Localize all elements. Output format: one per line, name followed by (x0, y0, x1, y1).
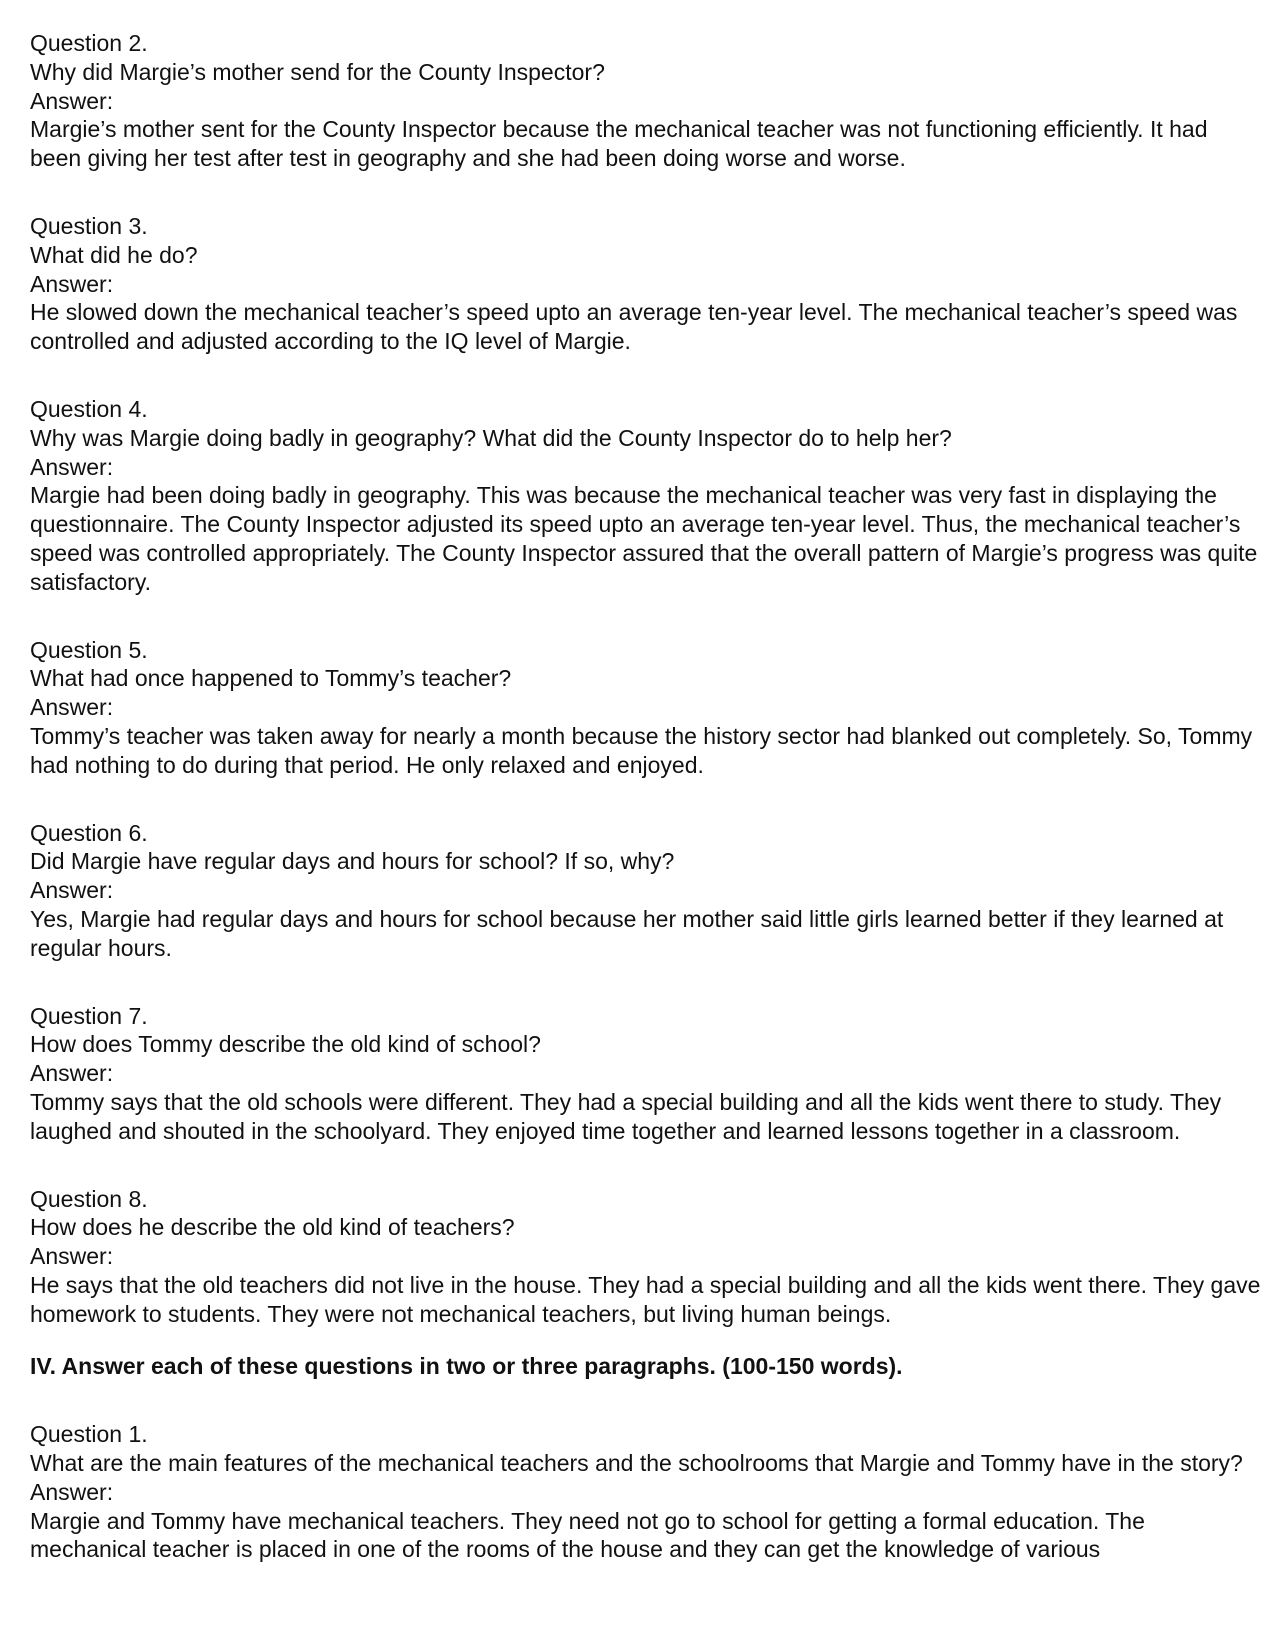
answer-text: Margie had been doing badly in geography. This was because the mechanical teacher was very fast in displaying the questionnaire. The County Inspector adjusted its speed upto an average ten-year level. Thus, the mechanical teacher’s speed was controlled appropriately. The County Inspector assured that the overall pattern of Margie’s progress was quite satisfactory. (30, 482, 1258, 595)
question-text: Why did Margie’s mother send for the County Inspector? (30, 58, 605, 85)
answer-label: Answer: (30, 1478, 114, 1505)
question-text: What did he do? (30, 241, 198, 268)
question-text: What had once happened to Tommy’s teacher? (30, 665, 512, 692)
question-number: Question 7. (30, 1002, 148, 1029)
question-number: Question 4. (30, 395, 148, 422)
qa-block-question-6 (30, 819, 1265, 963)
answer-label: Answer: (30, 694, 114, 721)
question-number: Question 8. (30, 1185, 148, 1212)
answer-text: He slowed down the mechanical teacher’s speed upto an average ten-year level. The mechanical teacher’s speed was controlled and adjusted according to the IQ level of Margie. (30, 299, 1238, 355)
qa-block-question-5 (30, 636, 1265, 780)
question-number: Question 1. (30, 1421, 148, 1448)
answer-text: Tommy’s teacher was taken away for nearly a month because the history sector had blanked out completely. So, Tommy had nothing to do during that period. He only relaxed and enjoyed. (30, 722, 1253, 778)
answer-text: Yes, Margie had regular days and hours for school because her mother said little girls learned better if they learned at regular hours. (30, 905, 1224, 961)
question-text: How does he describe the old kind of teachers? (30, 1214, 515, 1241)
answer-text: Margie and Tommy have mechanical teachers. They need not go to school for getting a formal education. The mechanical teacher is placed in one of the rooms of the house and they can get the knowledge of various (30, 1507, 1145, 1563)
question-text: Why was Margie doing badly in geography? What did the County Inspector do to help her? (30, 424, 952, 451)
answer-text: He says that the old teachers did not live in the house. They had a special building and all the kids went there. They gave homework to students. They were not mechanical teachers, but living human beings. (30, 1271, 1261, 1327)
qa-block-question-2 (30, 29, 1265, 173)
answer-label: Answer: (30, 1060, 114, 1087)
question-number: Question 3. (30, 212, 148, 239)
qa-block-question-4 (30, 395, 1265, 597)
answer-label: Answer: (30, 87, 114, 114)
document-page (30, 29, 1265, 1564)
question-text: What are the main features of the mechanical teachers and the schoolrooms that Margie and Tommy have in the story? (30, 1450, 1243, 1477)
answer-text: Margie’s mother sent for the County Inspector because the mechanical teacher was not functioning efficiently. It had been giving her test after test in geography and she had been doing worse and worse. (30, 116, 1208, 172)
qa-block-question-8 (30, 1185, 1265, 1329)
answer-text: Tommy says that the old schools were different. They had a special building and all the kids went there to study. They laughed and shouted in the schoolyard. They enjoyed time together and learned lessons together in a classroom. (30, 1088, 1222, 1144)
qa-block-part4-question-1 (30, 1420, 1265, 1564)
qa-block-question-7 (30, 1002, 1265, 1146)
answer-label: Answer: (30, 453, 114, 480)
answer-label: Answer: (30, 270, 114, 297)
section-heading: IV. Answer each of these questions in two or three paragraphs. (100-150 words). (30, 1353, 903, 1380)
question-number: Question 2. (30, 30, 148, 56)
question-number: Question 6. (30, 819, 148, 846)
qa-block-question-3 (30, 212, 1265, 356)
question-number: Question 5. (30, 636, 148, 663)
question-text: How does Tommy describe the old kind of school? (30, 1031, 541, 1058)
question-text: Did Margie have regular days and hours for school? If so, why? (30, 848, 675, 875)
answer-label: Answer: (30, 877, 114, 904)
answer-label: Answer: (30, 1243, 114, 1270)
